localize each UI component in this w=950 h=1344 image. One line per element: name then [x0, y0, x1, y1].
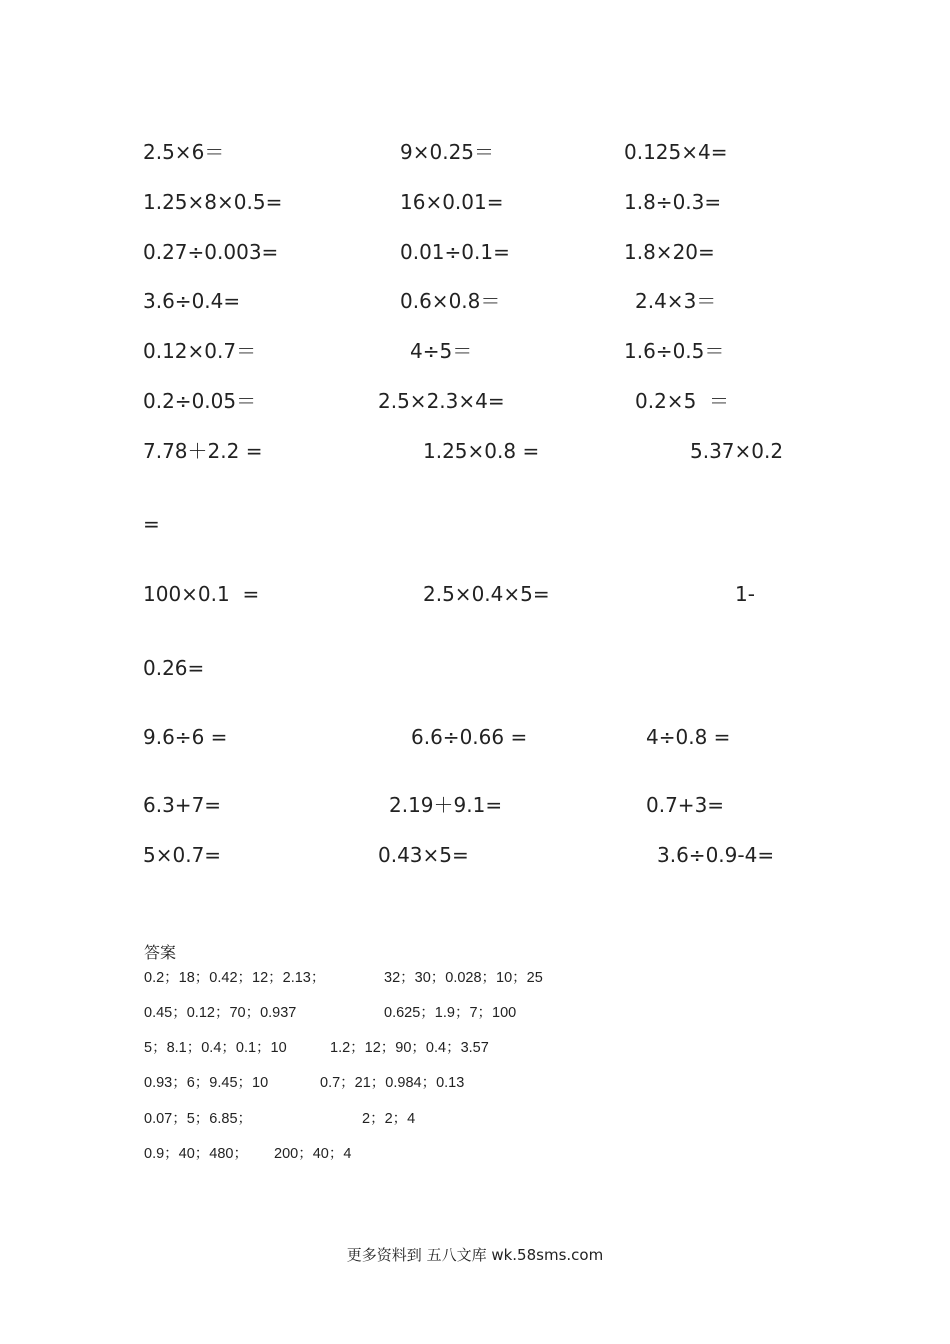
answers-row2-b: 0.625；1.9；7；100 [384, 1005, 517, 1021]
answers-row6-b: 200；40；4 [274, 1146, 352, 1162]
answers-row1-a: 0.2；18；0.42；12；2.13； [144, 970, 326, 986]
problem-r10-c1: 0.26= [143, 656, 205, 680]
footer-link[interactable]: 更多资料到 五八文库 wk.58sms.com [346, 1246, 604, 1264]
answers-row6-a: 0.9；40；480； [144, 1146, 248, 1162]
problem-r3-c2: 0.01÷0.1= [400, 240, 510, 264]
problem-r7-c2: 1.25×0.8 = [423, 439, 540, 463]
problem-r9-c3: 1- [735, 582, 755, 606]
problem-r7-c1: 7.78＋2.2 = [143, 439, 263, 463]
answers-row4-b: 0.7；21；0.984；0.13 [320, 1075, 465, 1091]
problem-r13-c1: 5×0.7= [143, 843, 222, 867]
problem-r11-c1: 9.6÷6 = [143, 725, 228, 749]
problem-r11-c2: 6.6÷0.66 = [411, 725, 528, 749]
problem-r6-c2: 2.5×2.3×4= [378, 389, 505, 413]
problem-r5-c2: 4÷5＝ [410, 339, 473, 363]
answers-row2-a: 0.45；0.12；70；0.937 [144, 1005, 297, 1021]
problem-r9-c1: 100×0.1 = [143, 582, 260, 606]
problem-r5-c1: 0.12×0.7＝ [143, 339, 257, 363]
problem-r1-c3: 0.125×4= [624, 140, 728, 164]
answers-row3-b: 1.2；12；90；0.4；3.57 [330, 1040, 489, 1056]
problem-r8-c1: = [143, 512, 160, 536]
answers-row3-a: 5；8.1；0.4；0.1；10 [144, 1040, 287, 1056]
answers-row1-b: 32；30；0.028；10；25 [384, 970, 543, 986]
problem-r12-c3: 0.7+3= [646, 793, 725, 817]
problem-r7-c3: 5.37×0.2 [690, 439, 784, 463]
problem-r2-c2: 16×0.01= [400, 190, 504, 214]
answers-row5-b: 2；2；4 [362, 1111, 416, 1127]
problem-r6-c1: 0.2÷0.05＝ [143, 389, 257, 413]
problem-r1-c1: 2.5×6＝ [143, 140, 225, 164]
problem-r4-c1: 3.6÷0.4= [143, 289, 241, 313]
problem-r1-c2: 9×0.25＝ [400, 140, 495, 164]
problem-r13-c3: 3.6÷0.9-4= [657, 843, 775, 867]
problem-r9-c2: 2.5×0.4×5= [423, 582, 550, 606]
problem-r3-c1: 0.27÷0.003= [143, 240, 279, 264]
problem-r2-c3: 1.8÷0.3= [624, 190, 722, 214]
problem-r2-c1: 1.25×8×0.5= [143, 190, 283, 214]
problem-r4-c3: 2.4×3＝ [635, 289, 717, 313]
answers-row4-a: 0.93；6；9.45；10 [144, 1075, 269, 1091]
problem-r11-c3: 4÷0.8 = [646, 725, 731, 749]
answers-row5-a: 0.07；5；6.85； [144, 1111, 253, 1127]
problem-r4-c2: 0.6×0.8＝ [400, 289, 501, 313]
problem-r12-c2: 2.19＋9.1= [389, 793, 503, 817]
problem-r6-c3: 0.2×5 ＝ [635, 389, 730, 413]
problem-r12-c1: 6.3+7= [143, 793, 222, 817]
problem-r5-c3: 1.6÷0.5＝ [624, 339, 725, 363]
answers-title: 答案 [144, 943, 177, 962]
problem-r3-c3: 1.8×20= [624, 240, 715, 264]
problem-r13-c2: 0.43×5= [378, 843, 469, 867]
